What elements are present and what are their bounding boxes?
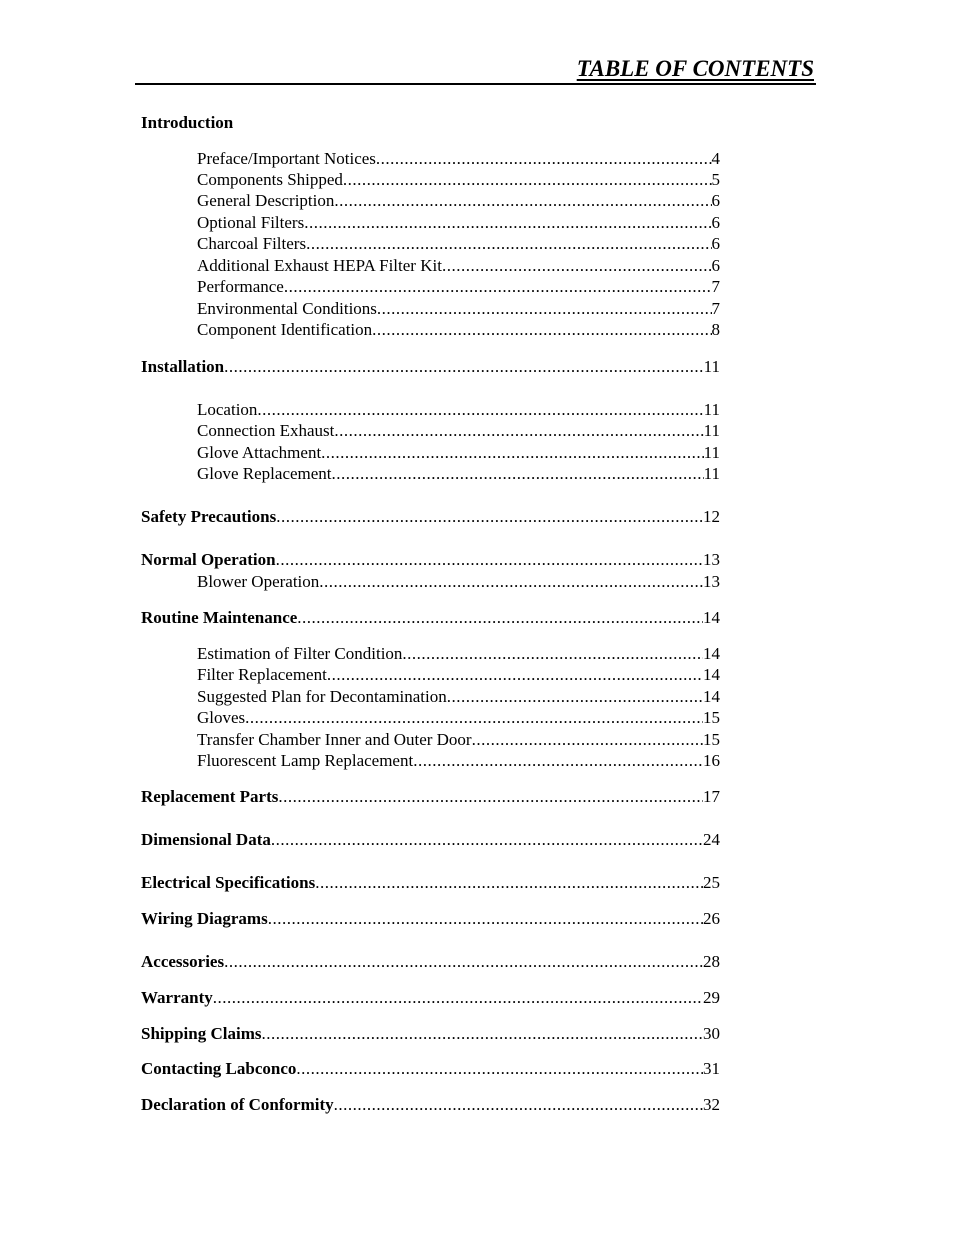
toc-item[interactable] (197, 256, 720, 276)
dot-leader (261, 1024, 703, 1044)
dot-leader (332, 464, 704, 484)
toc-section-replacement-parts[interactable] (141, 787, 720, 807)
toc-item[interactable] (197, 149, 720, 169)
dot-leader (224, 357, 703, 377)
toc-page-number: 30 (703, 1024, 720, 1043)
dot-leader (334, 191, 711, 211)
toc-item[interactable] (197, 443, 720, 463)
dot-leader (376, 149, 712, 169)
toc-item[interactable] (197, 572, 720, 592)
toc-item-label: Blower Operation (197, 572, 320, 591)
toc-page-number: 6 (711, 213, 720, 232)
dot-leader (271, 830, 703, 850)
toc-page-number: 7 (711, 299, 720, 318)
toc-item-label: Environmental Conditions (197, 299, 377, 318)
dot-leader (315, 873, 703, 893)
toc-item[interactable] (197, 191, 720, 211)
toc-item-label: Suggested Plan for Decontamination (197, 687, 447, 706)
toc-page-number: 14 (703, 644, 720, 663)
toc-section-label: Introduction (141, 113, 234, 132)
toc-item[interactable] (197, 464, 720, 484)
dot-leader (334, 421, 703, 441)
toc-item[interactable] (197, 234, 720, 254)
toc-section-warranty[interactable] (141, 988, 720, 1008)
toc-section-accessories[interactable] (141, 952, 720, 972)
dot-leader (334, 1095, 703, 1115)
toc-item-label: Gloves (197, 708, 246, 727)
dot-leader (278, 787, 703, 807)
toc-page-number: 8 (711, 320, 720, 339)
dot-leader (276, 507, 703, 527)
dot-leader (276, 550, 703, 570)
toc-section-safety-precautions[interactable] (141, 507, 720, 527)
toc-page-number: 15 (703, 730, 720, 749)
toc-page-number: 26 (703, 909, 720, 928)
toc-item-label: Preface/Important Notices (197, 149, 376, 168)
toc-item[interactable] (197, 170, 720, 190)
toc-page-number: 4 (711, 149, 720, 168)
toc-page-number: 14 (703, 687, 720, 706)
dot-leader (343, 170, 712, 190)
toc-section-normal-operation[interactable] (141, 550, 720, 570)
dot-leader (304, 213, 711, 233)
toc-page-number: 6 (711, 234, 720, 253)
toc-item-label: General Description (197, 191, 335, 210)
toc-section-wiring-diagrams[interactable] (141, 909, 720, 929)
toc-section-routine-maintenance[interactable] (141, 608, 720, 628)
toc-section-label: Electrical Specifications (141, 873, 316, 892)
toc-item[interactable] (197, 687, 720, 707)
toc-section-label: Warranty (141, 988, 213, 1007)
toc-item[interactable] (197, 277, 720, 297)
dot-leader (268, 909, 703, 929)
toc-section-shipping-claims[interactable] (141, 1024, 720, 1044)
toc-page-number: 15 (703, 708, 720, 727)
toc-page-number: 13 (703, 550, 720, 569)
dot-leader (306, 234, 711, 254)
dot-leader (213, 988, 703, 1008)
toc-item[interactable] (197, 644, 720, 664)
dot-leader (413, 751, 703, 771)
toc-section-label: Contacting Labconco (141, 1059, 297, 1078)
toc-item-label: Fluorescent Lamp Replacement (197, 751, 414, 770)
toc-section-label: Installation (141, 357, 225, 376)
toc-section-installation[interactable] (141, 357, 720, 377)
toc-section-label: Safety Precautions (141, 507, 277, 526)
toc-section-introduction[interactable] (141, 113, 233, 133)
toc-page-number: 11 (703, 421, 720, 440)
toc-page-number: 29 (703, 988, 720, 1007)
toc-item-label: Glove Attachment (197, 443, 322, 462)
toc-item[interactable] (197, 421, 720, 441)
toc-page-number: 32 (703, 1095, 720, 1114)
header-rule (135, 83, 816, 85)
toc-section-electrical-specifications[interactable] (141, 873, 720, 893)
toc-page-number: 17 (703, 787, 720, 806)
toc-item-label: Optional Filters (197, 213, 305, 232)
toc-page-number: 12 (703, 507, 720, 526)
dot-leader (319, 572, 703, 592)
toc-item-label: Transfer Chamber Inner and Outer Door (197, 730, 472, 749)
toc-page-number: 6 (711, 256, 720, 275)
dot-leader (224, 952, 703, 972)
dot-leader (372, 320, 711, 340)
toc-item-label: Components Shipped (197, 170, 343, 189)
toc-item-label: Estimation of Filter Condition (197, 644, 403, 663)
toc-section-label: Normal Operation (141, 550, 276, 569)
toc-page-number: 11 (703, 443, 720, 462)
toc-item[interactable] (197, 730, 720, 750)
toc-item-label: Glove Replacement (197, 464, 332, 483)
page-title: TABLE OF CONTENTS (576, 56, 814, 81)
toc-page-number: 16 (703, 751, 720, 770)
toc-page-number: 6 (711, 191, 720, 210)
toc-item[interactable] (197, 665, 720, 685)
dot-leader (442, 256, 712, 276)
dot-leader (284, 277, 712, 297)
dot-leader (447, 687, 703, 707)
toc-page-number: 11 (703, 357, 720, 376)
dot-leader (472, 730, 703, 750)
toc-page-number: 7 (711, 277, 720, 296)
dot-leader (257, 400, 703, 420)
toc-page-number: 28 (703, 952, 720, 971)
toc-item-label: Filter Replacement (197, 665, 327, 684)
dot-leader (245, 708, 703, 728)
toc-section-label: Dimensional Data (141, 830, 271, 849)
toc-page-number: 5 (711, 170, 720, 189)
toc-page-number: 13 (703, 572, 720, 591)
toc-page-number: 11 (703, 464, 720, 483)
toc-section-contacting-labconco[interactable] (141, 1059, 720, 1079)
toc-page-number: 25 (703, 873, 720, 892)
toc-page-number: 14 (703, 608, 720, 627)
dot-leader (321, 443, 703, 463)
dot-leader (327, 665, 703, 685)
dot-leader (402, 644, 703, 664)
toc-item-label: Component Identification (197, 320, 373, 339)
toc-page-number: 24 (703, 830, 720, 849)
toc-item-label: Additional Exhaust HEPA Filter Kit (197, 256, 442, 275)
toc-section-label: Wiring Diagrams (141, 909, 268, 928)
dot-leader (297, 608, 703, 628)
toc-section-label: Routine Maintenance (141, 608, 298, 627)
toc-section-label: Shipping Claims (141, 1024, 262, 1043)
toc-section-label: Declaration of Conformity (141, 1095, 334, 1114)
toc-section-dimensional-data[interactable] (141, 830, 720, 850)
dot-leader (296, 1059, 703, 1079)
toc-section-declaration-of-conformity[interactable] (141, 1095, 720, 1115)
toc-item[interactable] (197, 400, 720, 420)
toc-section-label: Replacement Parts (141, 787, 279, 806)
toc-item[interactable] (197, 708, 720, 728)
toc-item-label: Connection Exhaust (197, 421, 335, 440)
toc-page-number: 14 (703, 665, 720, 684)
toc-item[interactable] (197, 320, 720, 340)
toc-page-number: 31 (703, 1059, 720, 1078)
toc-item[interactable] (197, 213, 720, 233)
toc-item[interactable] (197, 299, 720, 319)
toc-item-label: Performance (197, 277, 284, 296)
toc-item[interactable] (197, 751, 720, 771)
toc-item-label: Location (197, 400, 258, 419)
toc-section-label: Accessories (141, 952, 225, 971)
toc-page-number: 11 (703, 400, 720, 419)
dot-leader (377, 299, 712, 319)
toc-item-label: Charcoal Filters (197, 234, 307, 253)
